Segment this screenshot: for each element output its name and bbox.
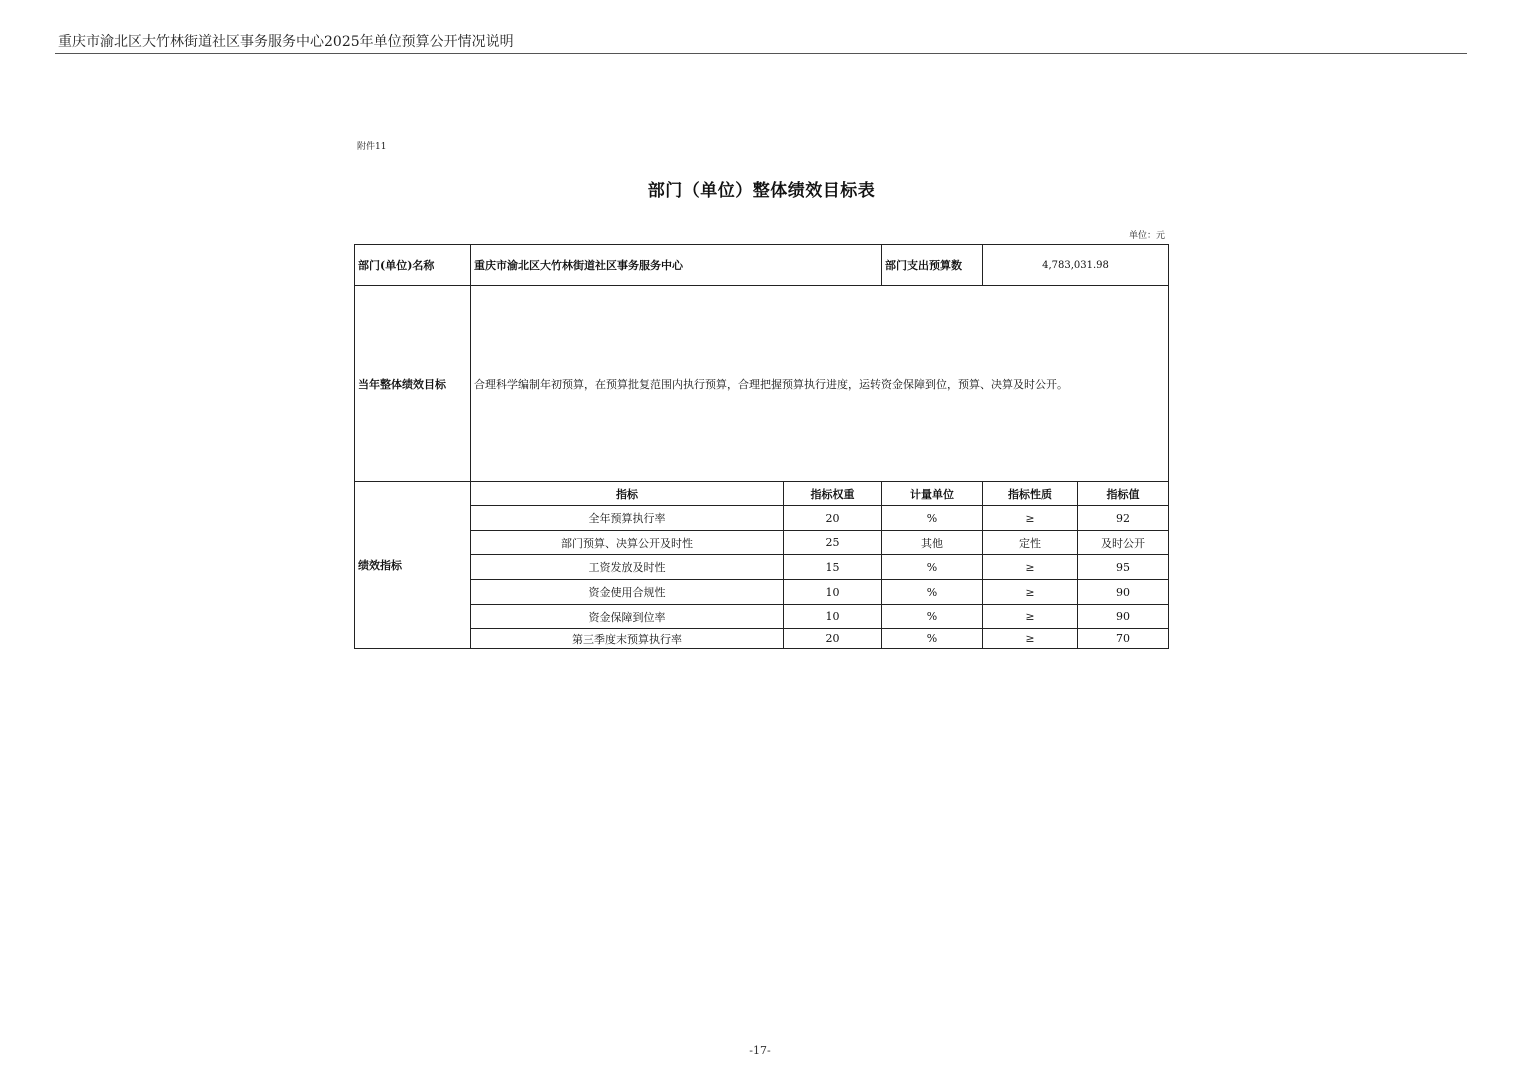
indicator-value: 70 [1078, 629, 1169, 649]
header-indicator: 指标 [471, 482, 784, 506]
indicator-unit: % [882, 629, 983, 649]
budget-label: 部门支出预算数 [882, 245, 983, 286]
dept-name-label: 部门(单位)名称 [355, 245, 471, 286]
info-row [355, 245, 1169, 286]
indicator-weight: 10 [784, 605, 882, 629]
indicator-weight: 15 [784, 555, 882, 580]
indicator-unit: % [882, 580, 983, 605]
indicator-name: 第三季度末预算执行率 [471, 629, 784, 649]
indicator-value: 92 [1078, 506, 1169, 531]
indicator-nature: ≥ [983, 629, 1078, 649]
indicator-nature: ≥ [983, 555, 1078, 580]
indicator-value: 及时公开 [1078, 531, 1169, 555]
dept-name-value: 重庆市渝北区大竹林街道社区事务服务中心 [471, 245, 882, 286]
indicator-value: 95 [1078, 555, 1169, 580]
performance-goal-table [354, 244, 1169, 649]
indicator-nature: 定性 [983, 531, 1078, 555]
indicator-nature: ≥ [983, 605, 1078, 629]
indicators-section-label: 绩效指标 [355, 482, 471, 649]
indicator-unit: % [882, 605, 983, 629]
indicator-unit: % [882, 506, 983, 531]
running-header: 重庆市渝北区大竹林街道社区事务服务中心2025年单位预算公开情况说明 [58, 34, 514, 50]
indicator-name: 工资发放及时性 [471, 555, 784, 580]
goal-text: 合理科学编制年初预算，在预算批复范围内执行预算，合理把握预算执行进度，运转资金保障到位，预算、决算及时公开。 [471, 286, 1169, 482]
indicator-name: 资金使用合规性 [471, 580, 784, 605]
indicator-value: 90 [1078, 605, 1169, 629]
page-number: -17- [749, 1044, 771, 1057]
indicator-row [355, 531, 1169, 555]
header-unit: 计量单位 [882, 482, 983, 506]
document-title: 部门（单位）整体绩效目标表 [647, 181, 876, 201]
budget-value: 4,783,031.98 [983, 245, 1169, 286]
goal-row [355, 286, 1169, 482]
indicator-row [355, 605, 1169, 629]
indicator-row [355, 506, 1169, 531]
indicator-unit: 其他 [882, 531, 983, 555]
indicator-row [355, 629, 1169, 649]
indicator-name: 全年预算执行率 [471, 506, 784, 531]
indicator-row [355, 555, 1169, 580]
goal-label: 当年整体绩效目标 [355, 286, 471, 482]
header-value: 指标值 [1078, 482, 1169, 506]
indicator-weight: 20 [784, 506, 882, 531]
indicator-name: 部门预算、决算公开及时性 [471, 531, 784, 555]
indicator-weight: 20 [784, 629, 882, 649]
attachment-label: 附件11 [357, 142, 387, 152]
indicator-nature: ≥ [983, 580, 1078, 605]
indicator-header-row [355, 482, 1169, 506]
indicator-row [355, 580, 1169, 605]
header-rule [55, 53, 1467, 54]
indicator-nature: ≥ [983, 506, 1078, 531]
indicator-name: 资金保障到位率 [471, 605, 784, 629]
header-weight: 指标权重 [784, 482, 882, 506]
indicator-value: 90 [1078, 580, 1169, 605]
indicator-weight: 10 [784, 580, 882, 605]
indicator-unit: % [882, 555, 983, 580]
unit-note: 单位：元 [1128, 231, 1165, 241]
header-nature: 指标性质 [983, 482, 1078, 506]
indicator-weight: 25 [784, 531, 882, 555]
